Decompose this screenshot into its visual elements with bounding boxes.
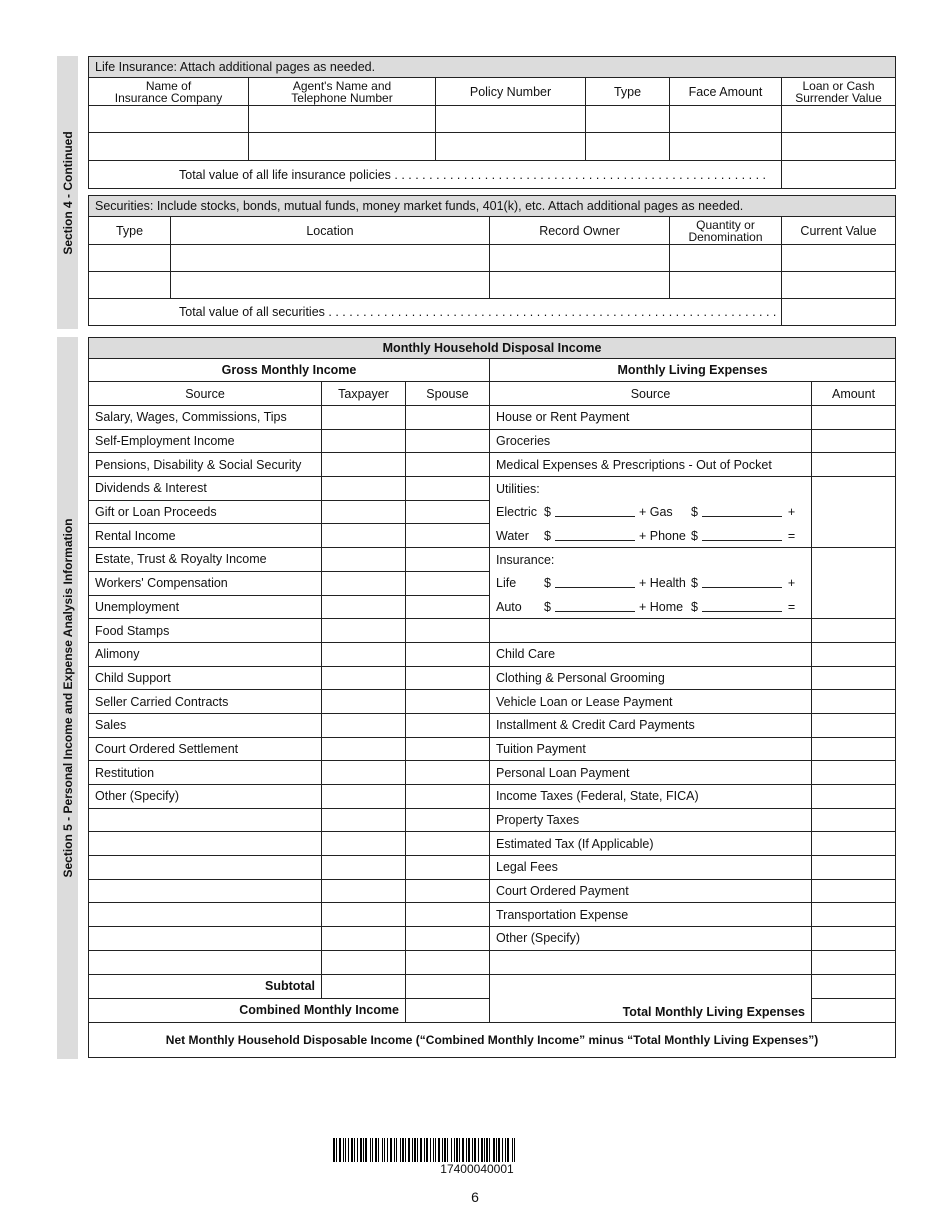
- amount-blank[interactable]: [555, 602, 635, 612]
- expense-source: Clothing & Personal Grooming: [490, 666, 812, 690]
- income-source-blank[interactable]: [89, 927, 322, 951]
- table-row: [89, 879, 896, 903]
- amount-blank[interactable]: [555, 531, 635, 541]
- input-cell[interactable]: [249, 106, 436, 133]
- table-row: [89, 927, 896, 951]
- income-source: Unemployment: [89, 595, 322, 619]
- table-row: [89, 808, 896, 832]
- col-face-amount: Face Amount: [670, 78, 782, 106]
- operator: =: [787, 528, 796, 543]
- income-source: Salary, Wages, Commissions, Tips: [89, 406, 322, 430]
- amount-blank[interactable]: [555, 507, 635, 517]
- spouse-cell[interactable]: [406, 429, 490, 453]
- util-label: Electric: [496, 505, 537, 520]
- table-row: [89, 245, 896, 272]
- input-cell[interactable]: [171, 245, 490, 272]
- col-type: Type: [586, 78, 670, 106]
- col-income-source: Source: [89, 382, 322, 406]
- combined-income-value[interactable]: [406, 998, 490, 1022]
- input-cell[interactable]: [586, 133, 670, 161]
- total-living-value[interactable]: [812, 998, 896, 1022]
- expense-source: Groceries: [490, 429, 812, 453]
- table-row: [89, 785, 896, 809]
- operator: =: [787, 599, 796, 614]
- input-cell[interactable]: [812, 690, 896, 714]
- amount-blank[interactable]: [702, 602, 782, 612]
- taxpayer-cell[interactable]: [322, 785, 406, 809]
- util-label: + Phone: [638, 528, 686, 543]
- utilities-electric-gas: [490, 500, 812, 524]
- table-row: [89, 737, 896, 761]
- input-cell[interactable]: [171, 272, 490, 299]
- income-source: Alimony: [89, 642, 322, 666]
- expense-source: Child Care: [490, 642, 812, 666]
- income-source-blank[interactable]: [89, 856, 322, 880]
- input-cell[interactable]: [490, 245, 670, 272]
- util-label: + Home: [638, 599, 684, 614]
- spouse-cell[interactable]: [406, 571, 490, 595]
- barcode-number: 17400040001: [440, 1162, 514, 1176]
- col-insurance-company: Name of Insurance Company: [89, 78, 249, 106]
- taxpayer-cell[interactable]: [322, 406, 406, 430]
- income-source: Workers' Compensation: [89, 571, 322, 595]
- table-row: [89, 950, 896, 974]
- input-cell[interactable]: [782, 133, 896, 161]
- input-cell[interactable]: [812, 879, 896, 903]
- section5-sidebar: [57, 337, 78, 1059]
- input-cell[interactable]: [670, 133, 782, 161]
- dollar-sign: $: [544, 576, 551, 591]
- spouse-cell[interactable]: [406, 690, 490, 714]
- table-row: [89, 106, 896, 133]
- amount-blank[interactable]: [555, 578, 635, 588]
- util-label: Water: [496, 528, 529, 543]
- blank-cell: [812, 974, 896, 998]
- table-row: [89, 713, 896, 737]
- table-row: [89, 690, 896, 714]
- input-cell[interactable]: [782, 106, 896, 133]
- input-cell[interactable]: [812, 642, 896, 666]
- expense-source: Property Taxes: [490, 808, 812, 832]
- table-row: [89, 500, 896, 524]
- page-number: 6: [471, 1189, 479, 1205]
- taxpayer-cell[interactable]: [322, 571, 406, 595]
- input-cell[interactable]: [670, 245, 782, 272]
- securities-table: [88, 195, 896, 326]
- col-amount: Amount: [812, 382, 896, 406]
- combined-income-label: Combined Monthly Income: [89, 998, 406, 1022]
- input-cell[interactable]: [812, 927, 896, 951]
- dollar-sign: $: [544, 528, 551, 543]
- income-source: Estate, Trust & Royalty Income: [89, 548, 322, 572]
- income-title: Monthly Household Disposal Income: [89, 338, 896, 359]
- col-taxpayer: Taxpayer: [322, 382, 406, 406]
- spouse-cell[interactable]: [406, 903, 490, 927]
- net-income-label: Net Monthly Household Disposable Income (“Combined Monthly Income” minus “Total Monthly Living Expenses”): [89, 1022, 896, 1057]
- input-cell[interactable]: [812, 619, 896, 643]
- expense-source: Personal Loan Payment: [490, 761, 812, 785]
- input-cell[interactable]: [812, 737, 896, 761]
- income-source: Court Ordered Settlement: [89, 737, 322, 761]
- taxpayer-cell[interactable]: [322, 477, 406, 501]
- spouse-cell[interactable]: [406, 548, 490, 572]
- table-row: [89, 832, 896, 856]
- col-sec-type: Type: [89, 217, 171, 245]
- spouse-cell[interactable]: [406, 856, 490, 880]
- spouse-cell[interactable]: [406, 927, 490, 951]
- input-cell[interactable]: [89, 245, 171, 272]
- income-source-blank[interactable]: [89, 808, 322, 832]
- insurance-label: Insurance:: [490, 548, 812, 572]
- input-cell[interactable]: [436, 133, 586, 161]
- table-row: [89, 761, 896, 785]
- section4-label: Section 4 - Continued: [60, 130, 75, 255]
- expense-source: Estimated Tax (If Applicable): [490, 832, 812, 856]
- col-spouse: Spouse: [406, 382, 490, 406]
- col-surrender-value: Loan or Cash Surrender Value: [782, 78, 896, 106]
- spouse-cell[interactable]: [406, 406, 490, 430]
- operator: +: [787, 505, 796, 520]
- table-row: [89, 272, 896, 299]
- taxpayer-cell[interactable]: [322, 500, 406, 524]
- living-expenses-title: Monthly Living Expenses: [490, 359, 896, 382]
- input-cell[interactable]: [89, 133, 249, 161]
- utilities-amount[interactable]: [812, 477, 896, 548]
- input-cell[interactable]: [812, 785, 896, 809]
- input-cell[interactable]: [782, 272, 896, 299]
- table-row: [89, 406, 896, 430]
- input-cell[interactable]: [812, 832, 896, 856]
- spouse-cell[interactable]: [406, 879, 490, 903]
- expense-source: Installment & Credit Card Payments: [490, 713, 812, 737]
- securities-total-label: Total value of all securities . . . . . . . . . . . . . . . . . . . . . . . . . . . . . . . . . . . . . . . . . . . . . . . . . . . . . . . . . . . . . . . . .: [89, 299, 782, 326]
- spouse-cell[interactable]: [406, 785, 490, 809]
- income-source: Food Stamps: [89, 619, 322, 643]
- life-total-label: Total value of all life insurance policies . . . . . . . . . . . . . . . . . . . . . . . . . . . . . . . . . . . . . . . . . . . . . . . . . . . . . .: [89, 161, 782, 189]
- input-cell[interactable]: [490, 272, 670, 299]
- utilities-water-phone: [490, 524, 812, 548]
- table-row: [89, 642, 896, 666]
- expense-source: Tuition Payment: [490, 737, 812, 761]
- table-row: [89, 856, 896, 880]
- spouse-cell[interactable]: [406, 761, 490, 785]
- expense-source: Court Ordered Payment: [490, 879, 812, 903]
- input-cell[interactable]: [812, 808, 896, 832]
- taxpayer-cell[interactable]: [322, 619, 406, 643]
- input-cell[interactable]: [812, 453, 896, 477]
- expense-source: House or Rent Payment: [490, 406, 812, 430]
- taxpayer-cell[interactable]: [322, 524, 406, 548]
- income-source: Child Support: [89, 666, 322, 690]
- taxpayer-cell[interactable]: [322, 927, 406, 951]
- taxpayer-cell[interactable]: [322, 950, 406, 974]
- income-source: Gift or Loan Proceeds: [89, 500, 322, 524]
- income-source: Self-Employment Income: [89, 429, 322, 453]
- spouse-cell[interactable]: [406, 737, 490, 761]
- table-row: [89, 429, 896, 453]
- util-label: Auto: [496, 599, 522, 614]
- taxpayer-cell[interactable]: [322, 737, 406, 761]
- table-row: [89, 133, 896, 161]
- spouse-cell[interactable]: [406, 713, 490, 737]
- col-sec-location: Location: [171, 217, 490, 245]
- expense-source: Transportation Expense: [490, 903, 812, 927]
- input-cell[interactable]: [812, 903, 896, 927]
- input-cell[interactable]: [670, 272, 782, 299]
- taxpayer-cell[interactable]: [322, 761, 406, 785]
- taxpayer-cell[interactable]: [322, 808, 406, 832]
- total-living-label: Total Monthly Living Expenses: [490, 974, 812, 1022]
- expense-blank: [490, 619, 812, 643]
- col-current-value: Current Value: [782, 217, 896, 245]
- taxpayer-cell[interactable]: [322, 453, 406, 477]
- input-cell[interactable]: [812, 856, 896, 880]
- taxpayer-cell[interactable]: [322, 879, 406, 903]
- taxpayer-cell[interactable]: [322, 856, 406, 880]
- util-label: + Health: [638, 576, 686, 591]
- input-cell[interactable]: [812, 761, 896, 785]
- spouse-cell[interactable]: [406, 642, 490, 666]
- monthly-income-table: [88, 337, 896, 1058]
- input-cell[interactable]: [89, 272, 171, 299]
- table-row: [89, 453, 896, 477]
- input-cell[interactable]: [89, 106, 249, 133]
- subtotal-spouse[interactable]: [406, 974, 490, 998]
- col-record-owner: Record Owner: [490, 217, 670, 245]
- input-cell[interactable]: [812, 429, 896, 453]
- spouse-cell[interactable]: [406, 666, 490, 690]
- spouse-cell[interactable]: [406, 453, 490, 477]
- util-label: + Gas: [638, 505, 673, 520]
- amount-blank[interactable]: [702, 531, 782, 541]
- col-quantity: Quantity or Denomination: [670, 217, 782, 245]
- input-cell[interactable]: [812, 666, 896, 690]
- table-row: [89, 571, 896, 595]
- life-insurance-header: Life Insurance: Attach additional pages as needed.: [89, 57, 896, 78]
- income-source-blank[interactable]: [89, 950, 322, 974]
- dollar-sign: $: [544, 505, 551, 520]
- gross-income-title: Gross Monthly Income: [89, 359, 490, 382]
- barcode: [333, 1138, 621, 1162]
- amount-blank[interactable]: [702, 507, 782, 517]
- spouse-cell[interactable]: [406, 832, 490, 856]
- securities-header: Securities: Include stocks, bonds, mutual funds, money market funds, 401(k), etc. Attach additional pages as needed.: [89, 196, 896, 217]
- input-cell[interactable]: [812, 713, 896, 737]
- income-source: Dividends & Interest: [89, 477, 322, 501]
- input-cell[interactable]: [812, 950, 896, 974]
- taxpayer-cell[interactable]: [322, 690, 406, 714]
- dollar-sign: $: [690, 576, 698, 591]
- insurance-auto-home: [490, 595, 812, 619]
- income-source: Other (Specify): [89, 785, 322, 809]
- expense-source: Other (Specify): [490, 927, 812, 951]
- taxpayer-cell[interactable]: [322, 666, 406, 690]
- col-agent: Agent's Name and Telephone Number: [249, 78, 436, 106]
- table-row: [89, 548, 896, 572]
- amount-blank[interactable]: [702, 578, 782, 588]
- expense-source: Vehicle Loan or Lease Payment: [490, 690, 812, 714]
- table-row: [89, 619, 896, 643]
- expense-blank[interactable]: [490, 950, 812, 974]
- dollar-sign: $: [690, 528, 698, 543]
- taxpayer-cell[interactable]: [322, 642, 406, 666]
- taxpayer-cell[interactable]: [322, 713, 406, 737]
- insurance-life-health: [490, 571, 812, 595]
- operator: +: [787, 576, 796, 591]
- subtotal-taxpayer[interactable]: [322, 974, 406, 998]
- section4-sidebar: [57, 56, 78, 329]
- table-row: [89, 595, 896, 619]
- income-source-blank[interactable]: [89, 903, 322, 927]
- col-expense-source: Source: [490, 382, 812, 406]
- income-source: Sales: [89, 713, 322, 737]
- taxpayer-cell[interactable]: [322, 595, 406, 619]
- spouse-cell[interactable]: [406, 595, 490, 619]
- section5-label: Section 5 - Personal Income and Expense Analysis Information: [60, 518, 75, 878]
- col-policy-number: Policy Number: [436, 78, 586, 106]
- dollar-sign: $: [690, 505, 698, 520]
- table-row: [89, 477, 896, 501]
- income-source-blank[interactable]: [89, 832, 322, 856]
- input-cell[interactable]: [586, 106, 670, 133]
- input-cell[interactable]: [436, 106, 586, 133]
- table-row: [89, 666, 896, 690]
- income-source: Rental Income: [89, 524, 322, 548]
- securities-total-value[interactable]: [782, 299, 896, 326]
- spouse-cell[interactable]: [406, 950, 490, 974]
- spouse-cell[interactable]: [406, 500, 490, 524]
- taxpayer-cell[interactable]: [322, 832, 406, 856]
- insurance-amount[interactable]: [812, 548, 896, 619]
- expense-source: Income Taxes (Federal, State, FICA): [490, 785, 812, 809]
- taxpayer-cell[interactable]: [322, 548, 406, 572]
- expense-source: Legal Fees: [490, 856, 812, 880]
- table-row: [89, 903, 896, 927]
- table-row: [89, 524, 896, 548]
- spouse-cell[interactable]: [406, 808, 490, 832]
- taxpayer-cell[interactable]: [322, 903, 406, 927]
- input-cell[interactable]: [782, 245, 896, 272]
- dollar-sign: $: [544, 599, 551, 614]
- spouse-cell[interactable]: [406, 524, 490, 548]
- life-insurance-table: [88, 56, 896, 189]
- income-source: Pensions, Disability & Social Security: [89, 453, 322, 477]
- spouse-cell[interactable]: [406, 619, 490, 643]
- input-cell[interactable]: [670, 106, 782, 133]
- utilities-label: Utilities:: [490, 477, 812, 501]
- util-label: Life: [496, 576, 517, 591]
- income-source-blank[interactable]: [89, 879, 322, 903]
- life-total-value[interactable]: [782, 161, 896, 189]
- input-cell[interactable]: [249, 133, 436, 161]
- subtotal-label: Subtotal: [89, 974, 322, 998]
- expense-source: Medical Expenses & Prescriptions - Out of Pocket: [490, 453, 812, 477]
- income-source: Seller Carried Contracts: [89, 690, 322, 714]
- income-source: Restitution: [89, 761, 322, 785]
- dollar-sign: $: [690, 599, 698, 614]
- input-cell[interactable]: [812, 406, 896, 430]
- taxpayer-cell[interactable]: [322, 429, 406, 453]
- spouse-cell[interactable]: [406, 477, 490, 501]
